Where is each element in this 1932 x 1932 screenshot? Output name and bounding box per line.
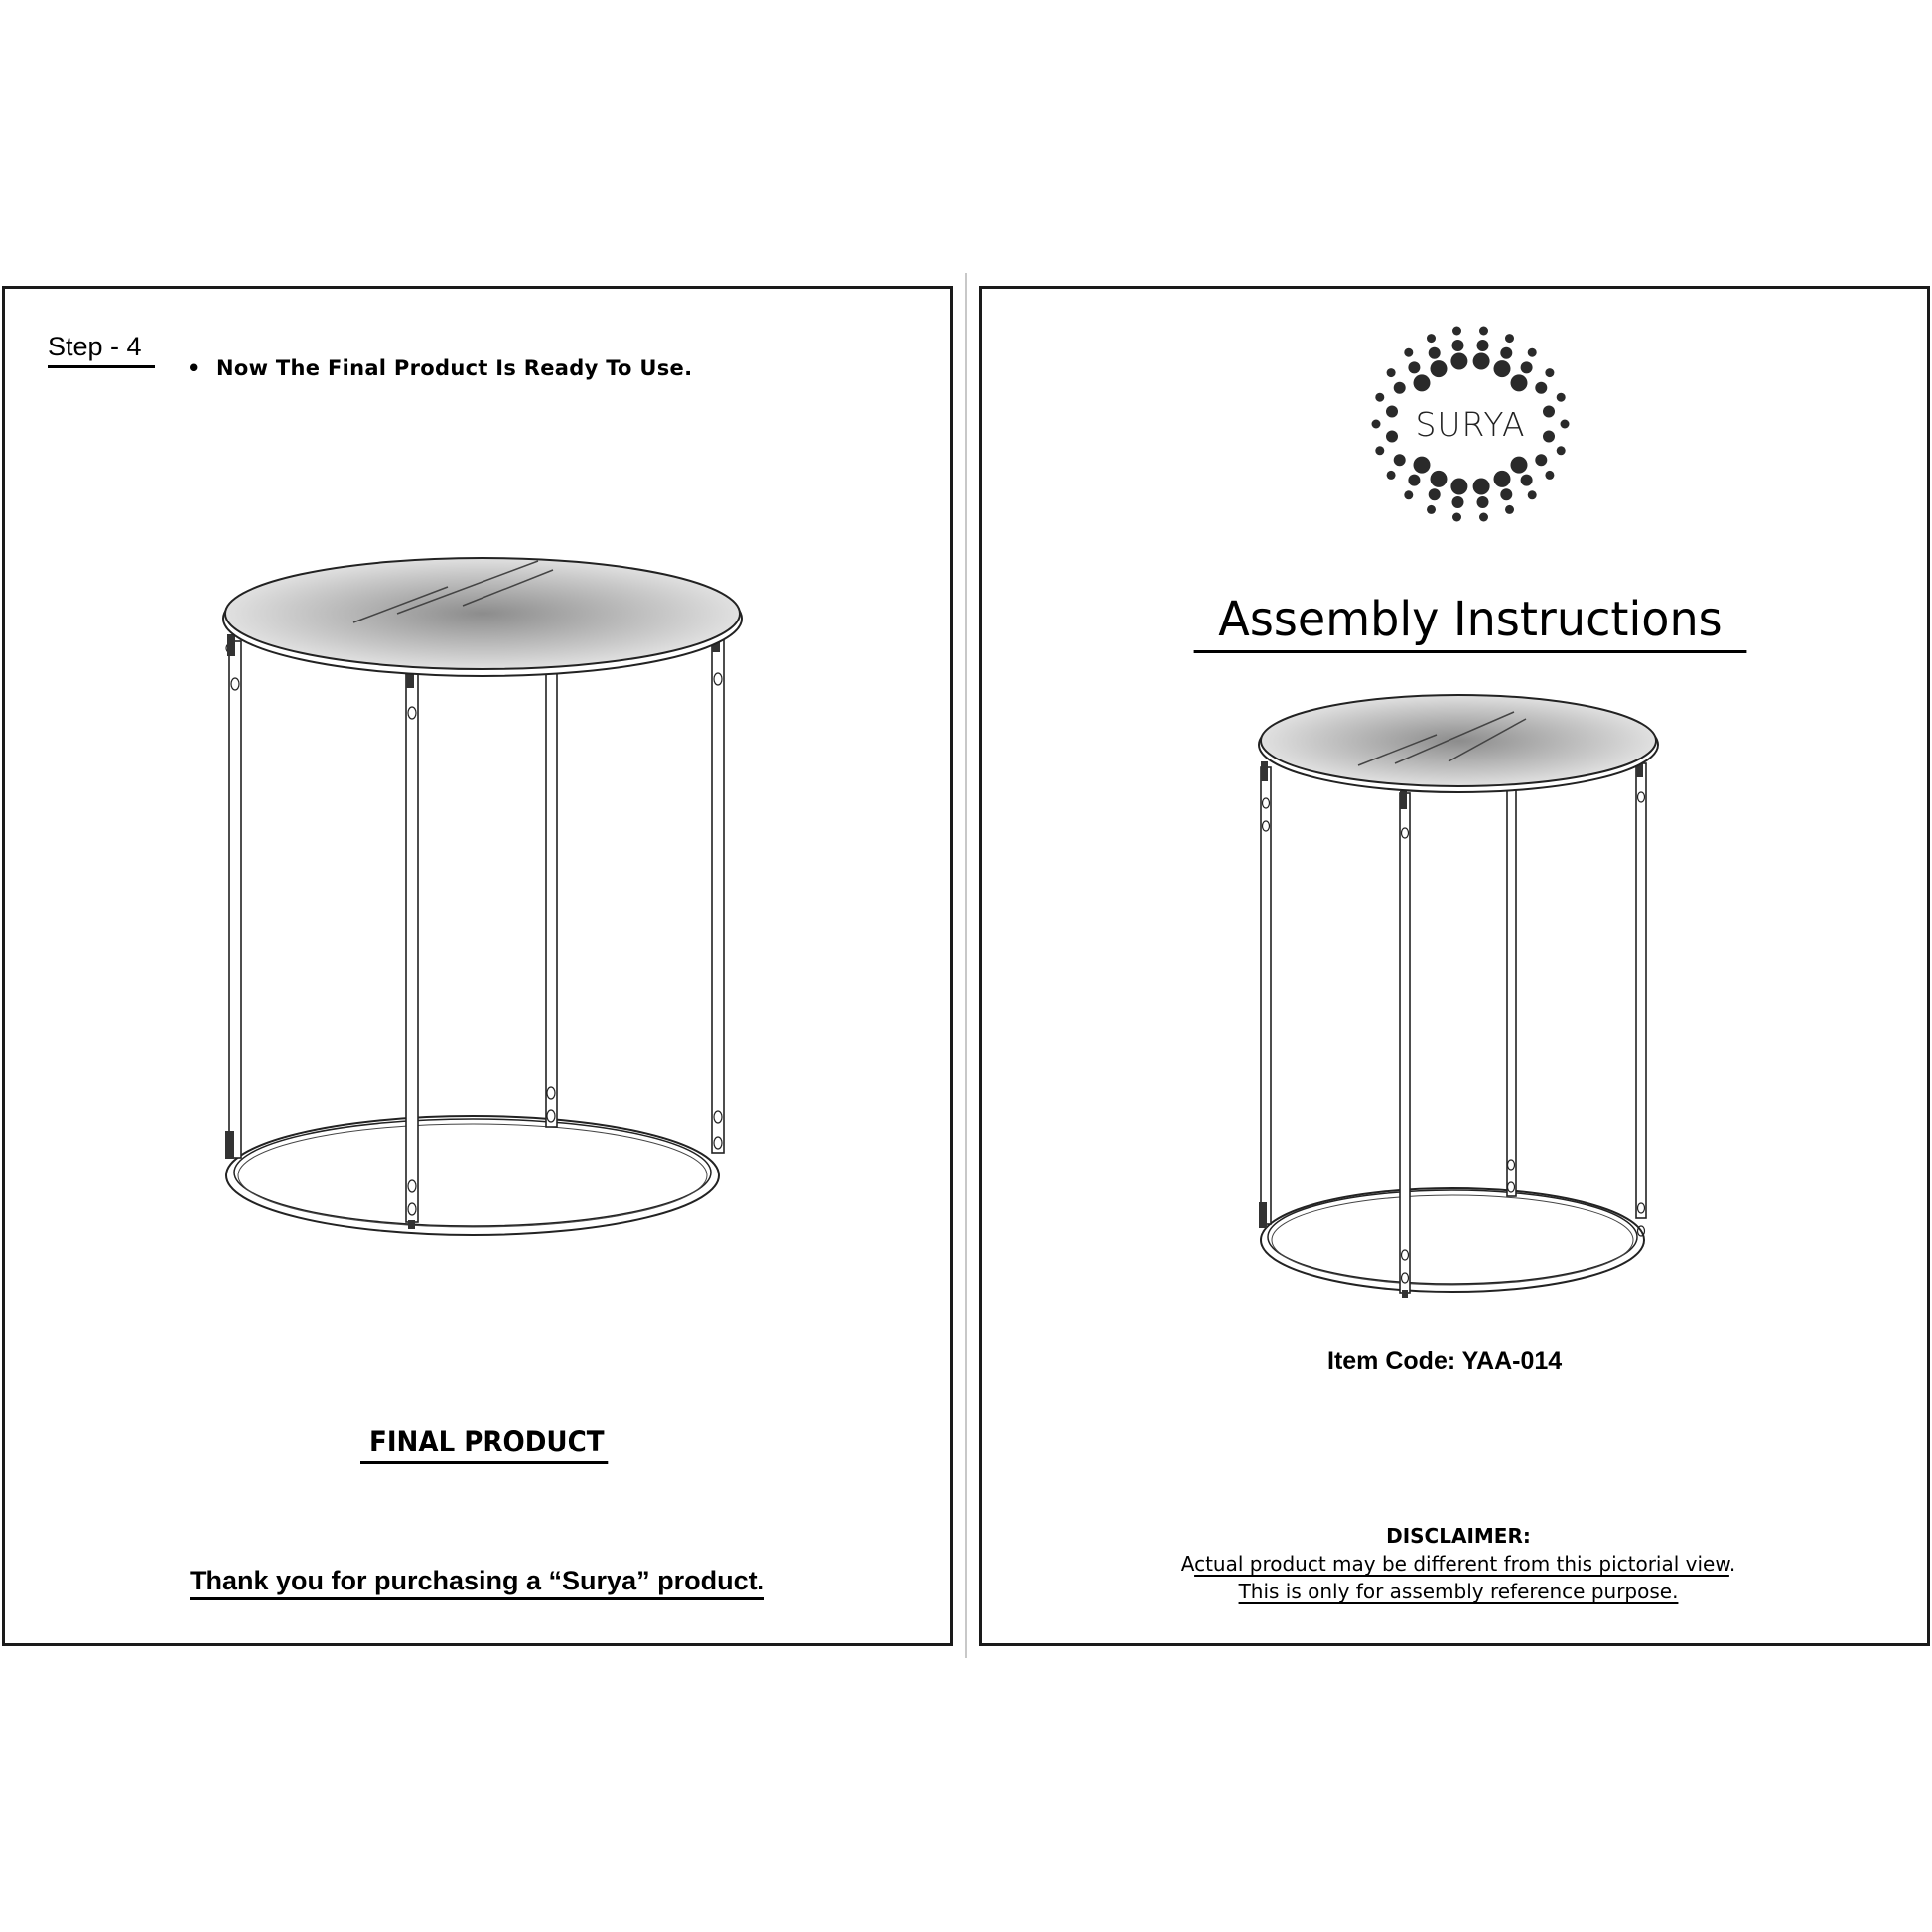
table-cover-drawing xyxy=(982,289,1932,1649)
disclaimer-line-1-prefix: A xyxy=(1180,1552,1195,1576)
disclaimer-line-1-suffix: . xyxy=(1728,1552,1736,1576)
final-product-caption: FINAL PRODUCT xyxy=(360,1425,608,1464)
bullet-icon: • xyxy=(187,356,201,380)
disclaimer-line-1-text: ctual product may be different from this pictorial view xyxy=(1194,1552,1729,1576)
disclaimer-line-2: This is only for assembly reference purpose. xyxy=(1238,1580,1679,1603)
instruction-text: Now The Final Product Is Ready To Use. xyxy=(216,356,693,380)
right-page-cover xyxy=(979,286,1930,1646)
page-divider xyxy=(965,273,967,1658)
item-code: Item Code: YAA-014 xyxy=(1327,1347,1563,1375)
disclaimer-line-1 xyxy=(1101,1550,1816,1578)
assembly-instructions-title: Assembly Instructions xyxy=(1194,591,1747,653)
step-label: Step - 4 xyxy=(48,332,155,368)
left-page-final-product xyxy=(2,286,953,1646)
disclaimer-heading: DISCLAIMER: xyxy=(1386,1524,1531,1548)
thank-you-message: Thank you for purchasing a “Surya” product. xyxy=(190,1566,764,1600)
disclaimer-block xyxy=(1101,1522,1816,1605)
logo-text: SURYA xyxy=(1415,405,1526,444)
